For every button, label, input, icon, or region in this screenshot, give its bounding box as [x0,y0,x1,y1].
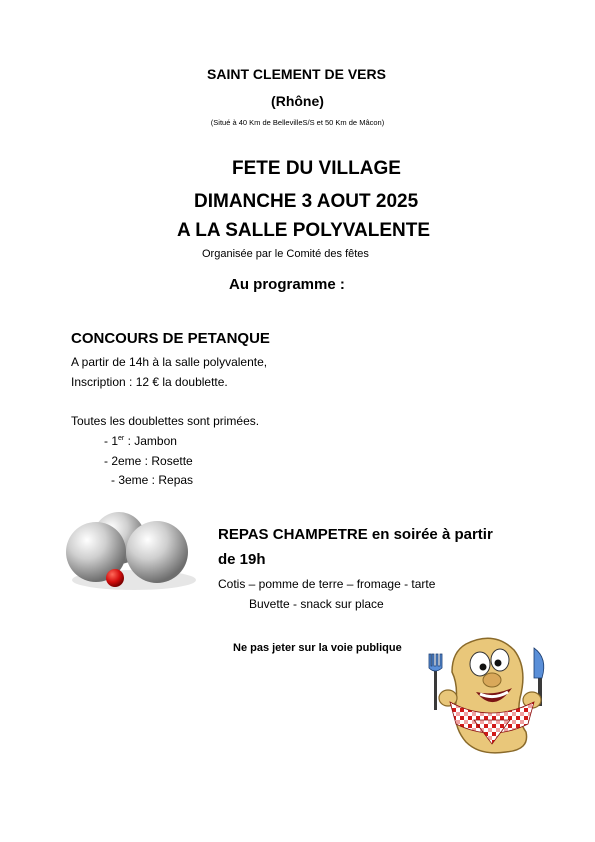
location-note: (Situé à 40 Km de BellevilleS/S et 50 Km de Mâcon) [210,118,385,127]
dinner-extras: Buvette - snack sur place [249,597,384,611]
program-heading: Au programme : [229,276,345,293]
petanque-registration: Inscription : 12 € la doublette. [71,375,228,389]
prize-second: - 2eme : Rosette [104,454,193,468]
event-venue: A LA SALLE POLYVALENTE [177,220,431,241]
region-name: (Rhône) [271,93,324,109]
petanque-start-time: A partir de 14h à la salle polyvalente, [71,355,268,369]
town-name: SAINT CLEMENT DE VERS [207,66,386,82]
petanque-heading: CONCOURS DE PETANQUE [71,330,270,347]
event-date: DIMANCHE 3 AOUT 2025 [194,191,419,212]
boule-right [126,521,188,583]
prize-third: - 3eme : Repas [111,473,194,487]
petanque-balls-illustration [64,508,199,594]
prize-first: - 1er : Jambon [104,434,177,448]
dinner-menu: Cotis – pomme de terre – fromage - tarte [218,577,436,591]
cochonnet [106,569,124,587]
event-title: FETE DU VILLAGE [232,158,401,179]
prizes-intro: Toutes les doublettes sont primées. [71,414,260,428]
event-organizer: Organisée par le Comité des fêtes [202,248,369,260]
dinner-heading-line1: REPAS CHAMPETRE en soirée à partir [218,526,493,543]
potato-mascot-illustration [428,636,550,754]
dinner-heading-line2: de 19h [218,551,266,568]
public-road-notice: Ne pas jeter sur la voie publique [233,642,402,654]
